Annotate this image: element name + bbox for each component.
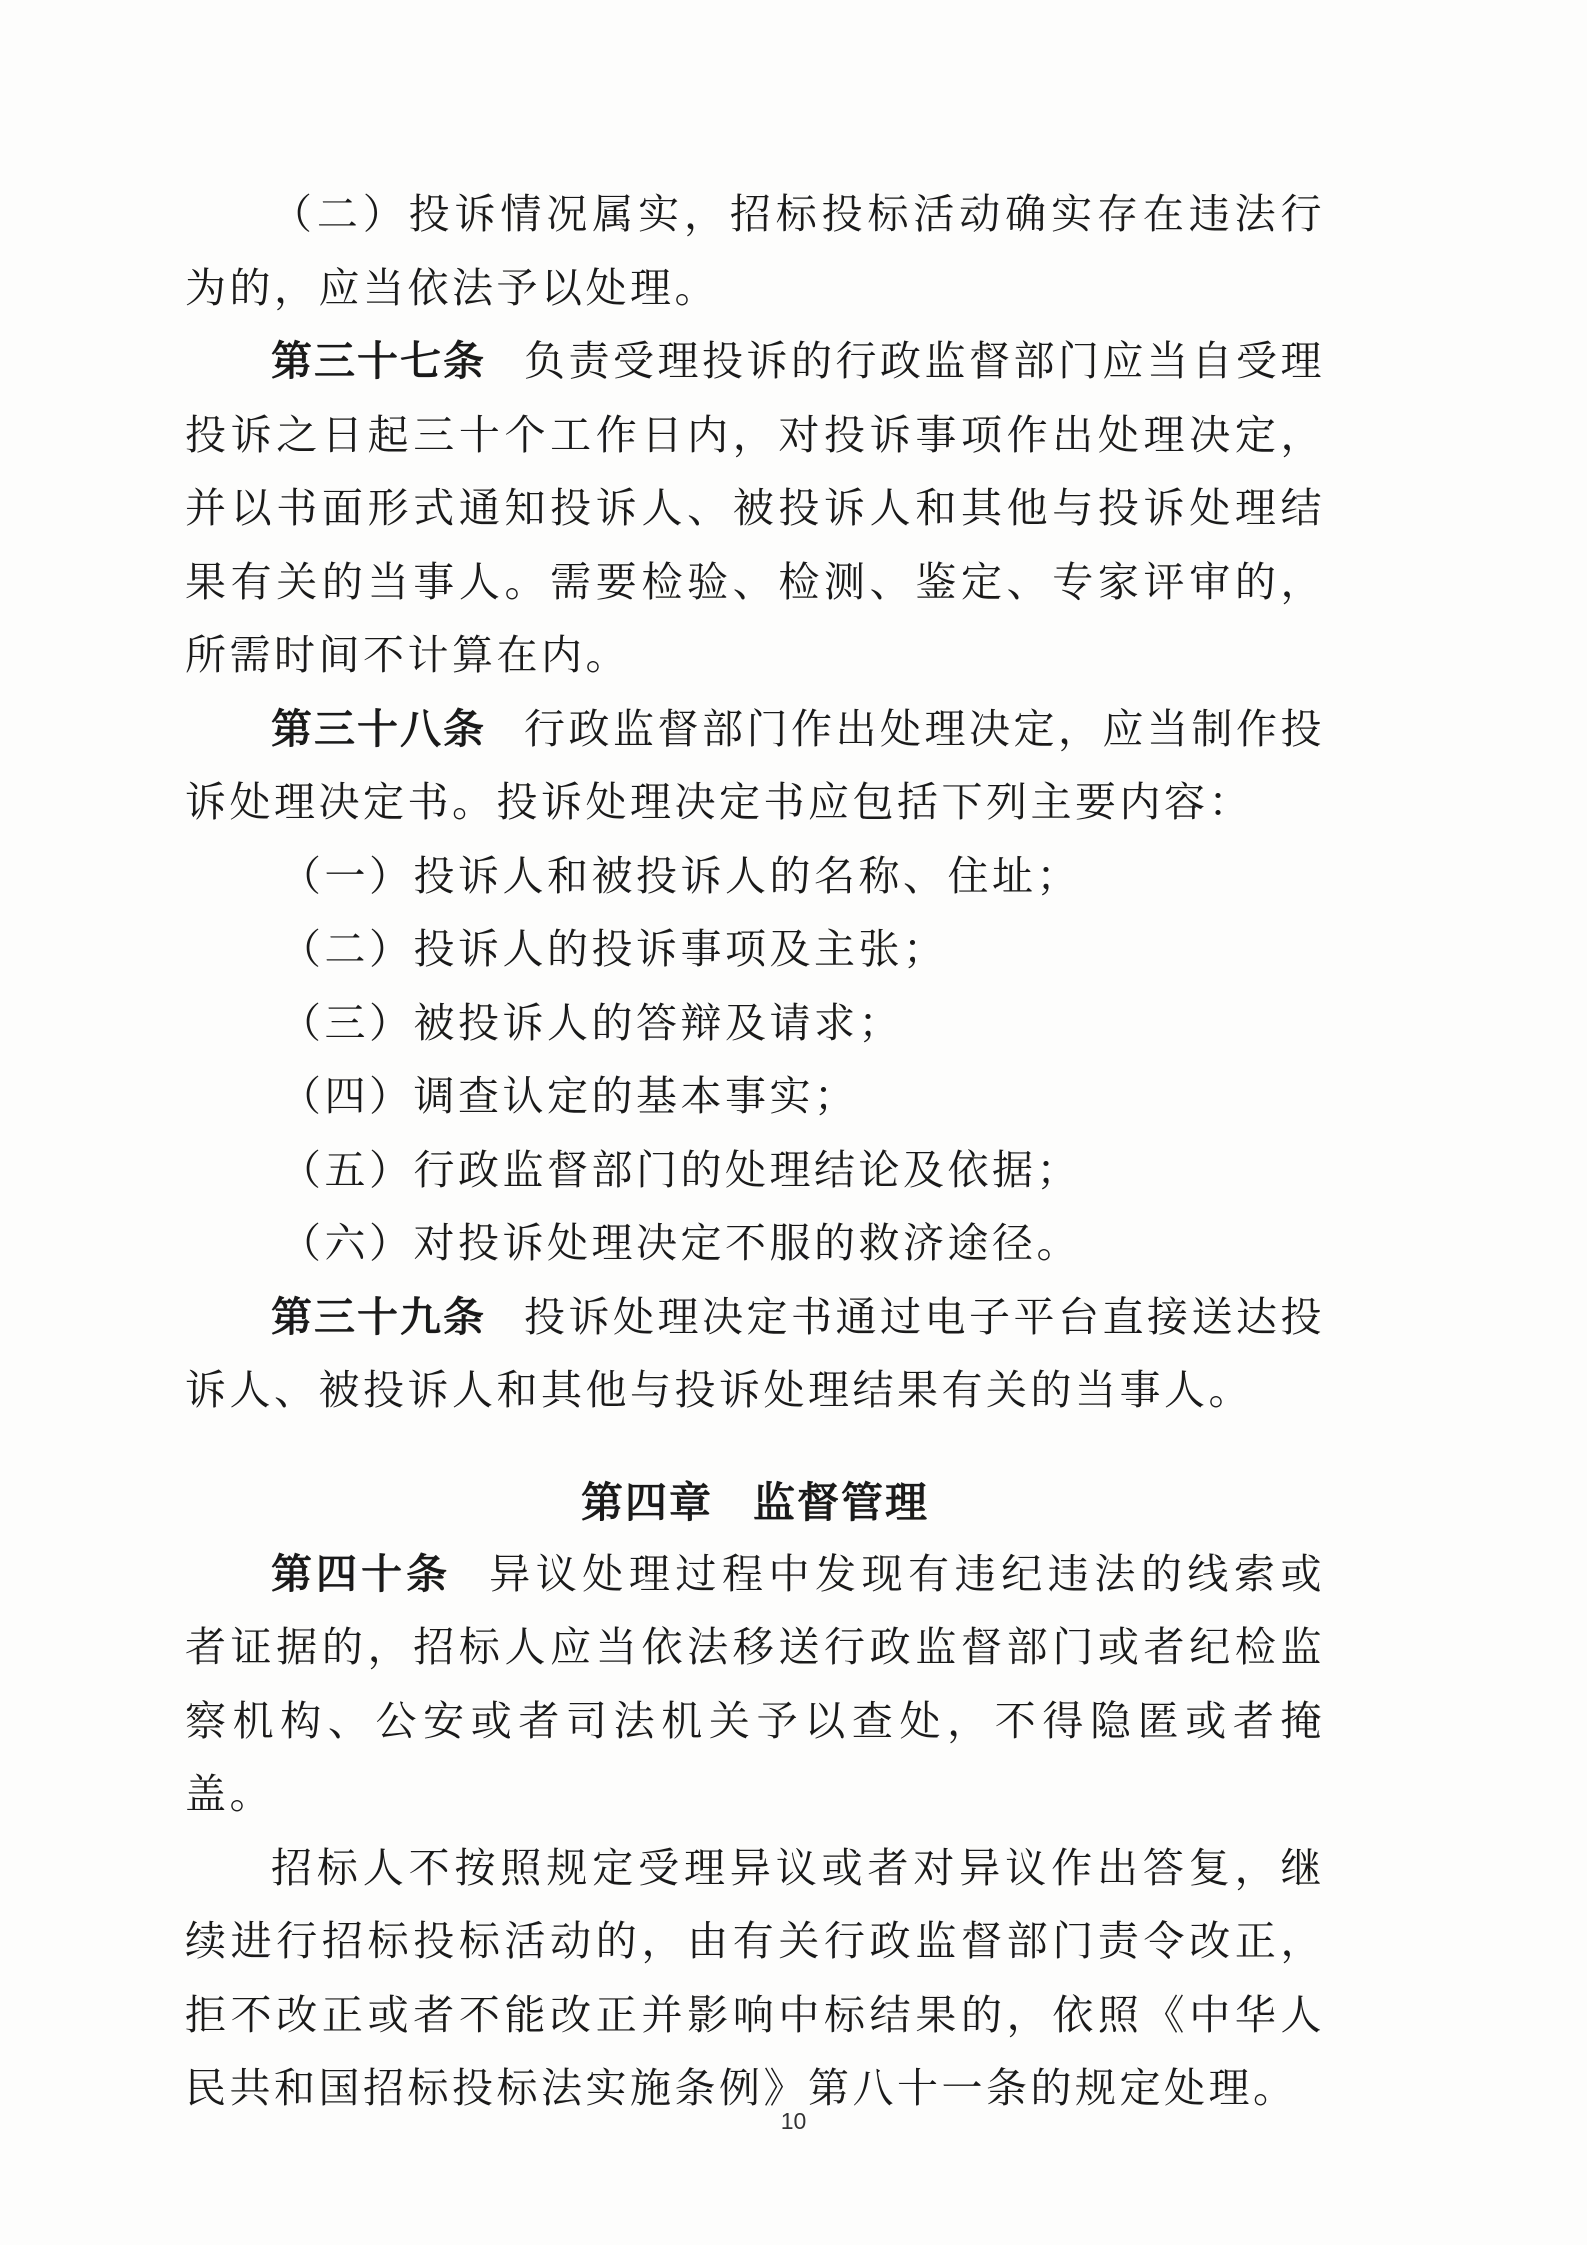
chapter-number: 第四章 (580, 1477, 713, 1527)
list-item (185, 1134, 1325, 1208)
article-heading: 第三十八条 (271, 704, 486, 753)
item-paragraph (185, 178, 1325, 325)
list-item-text: （五）行政监督部门的处理结论及依据； (280, 1145, 1081, 1194)
article-40 (185, 1538, 1325, 1832)
article-text: 投诉处理决定书通过电子平台直接送达投诉人、被投诉人和其他与投诉处理结果有关的当事人。 (185, 1292, 1325, 1414)
article-39 (185, 1281, 1325, 1428)
article-37 (185, 325, 1325, 693)
list-item (185, 840, 1325, 914)
paragraph-text: 招标人不按照规定受理异议或者对异议作出答复，继续进行招标投标活动的，由有关行政监督部门责令改正，拒不改正或者不能改正并影响中标结果的，依照《中华人民共和国招标投标法实施条例》第八十一条的规定处理。 (185, 1843, 1325, 2112)
article-text: 行政监督部门作出处理决定，应当制作投诉处理决定书。投诉处理决定书应包括下列主要内容： (185, 704, 1325, 826)
chapter-title: 监督管理 (753, 1477, 930, 1527)
list-item (185, 913, 1325, 987)
article-text: 异议处理过程中发现有违纪违法的线索或者证据的，招标人应当依法移送行政监督部门或者纪检监察机构、公安或者司法机关予以查处，不得隐匿或者掩盖。 (185, 1549, 1326, 1818)
list-item (185, 987, 1325, 1061)
article-text: 负责受理投诉的行政监督部门应当自受理投诉之日起三十个工作日内，对投诉事项作出处理决定，并以书面形式通知投诉人、被投诉人和其他与投诉处理结果有关的当事人。需要检验、检测、鉴定、专家评审的，所需时间不计算在内。 (185, 337, 1325, 679)
article-heading: 第三十九条 (271, 1292, 486, 1341)
plain-paragraph (185, 1832, 1325, 2126)
article-heading: 第四十条 (271, 1549, 452, 1598)
page-number: 10 (780, 2108, 807, 2134)
chapter-heading (185, 1470, 1325, 1536)
list-item-text: （四）调查认定的基本事实； (280, 1072, 859, 1120)
article-heading: 第三十七条 (271, 337, 486, 385)
list-item (185, 1060, 1325, 1134)
list-item-text: （六）对投诉处理决定不服的救济途径。 (280, 1219, 1081, 1267)
item-text: （二）投诉情况属实，招标投标活动确实存在违法行为的，应当依法予以处理。 (185, 190, 1325, 312)
list-item (185, 1207, 1325, 1281)
list-item-text: （二）投诉人的投诉事项及主张； (280, 925, 948, 973)
list-item-text: （一）投诉人和被投诉人的名称、住址； (280, 851, 1081, 900)
list-item-text: （三）被投诉人的答辩及请求； (280, 998, 903, 1047)
article-38 (185, 693, 1325, 840)
document-body (185, 178, 1325, 2126)
